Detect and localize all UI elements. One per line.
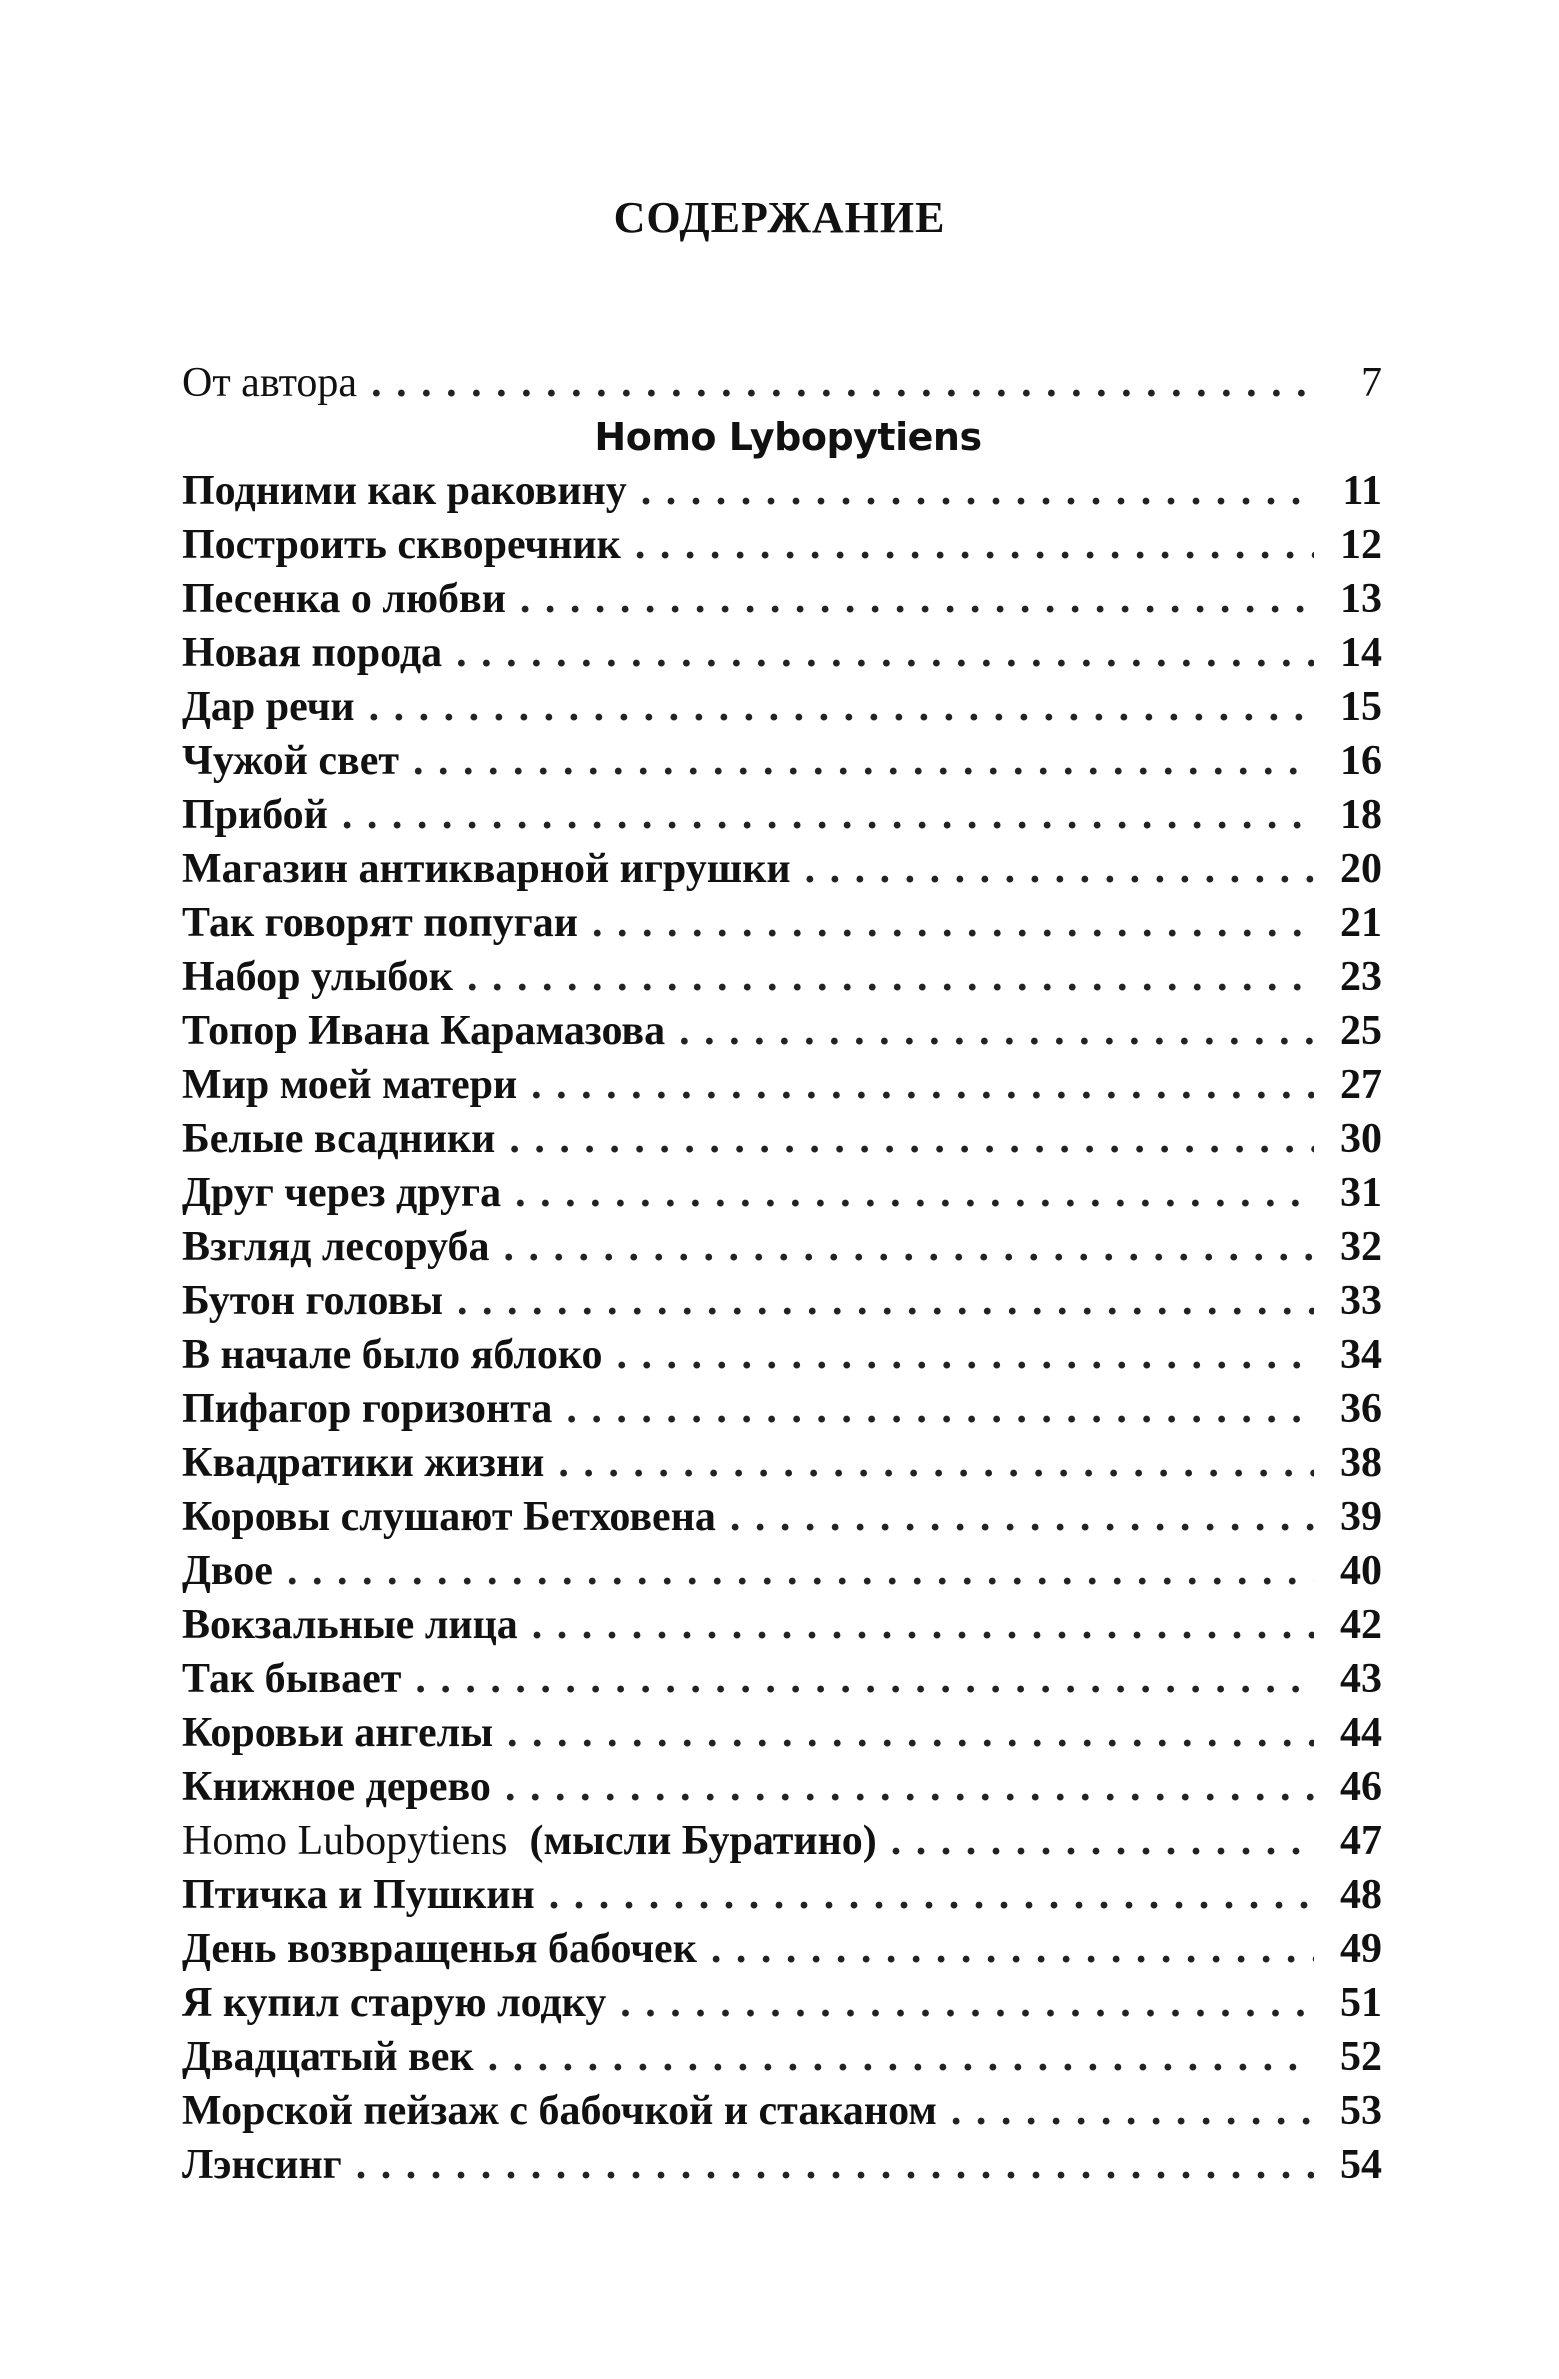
toc-entry-label: Так бывает xyxy=(182,1656,402,1702)
toc-leader-dots xyxy=(617,1328,1314,1382)
toc-entry-page: 23 xyxy=(1340,954,1382,1000)
toc-entry-label: Песенка о любви xyxy=(182,576,506,622)
toc-entry xyxy=(182,1922,1382,1976)
toc-entry-page: 53 xyxy=(1340,2088,1382,2134)
toc-leader-dots xyxy=(592,896,1314,950)
toc-entry xyxy=(182,1706,1382,1760)
toc-leader-dots xyxy=(505,1760,1314,1814)
toc-entry-page: 52 xyxy=(1340,2034,1382,2080)
toc-leader-dots xyxy=(488,2030,1314,2084)
toc-entry-label-latin: Homo Lubopytiens xyxy=(182,1818,508,1864)
toc-leader-dots xyxy=(641,464,1314,518)
toc-leader-dots xyxy=(805,842,1314,896)
toc-leader-dots xyxy=(620,1976,1314,2030)
toc-entry-label: Магазин антикварной игрушки xyxy=(182,846,791,892)
toc-entry-page: 30 xyxy=(1340,1116,1382,1162)
toc-entry-label: Прибой xyxy=(182,792,328,838)
toc-entry xyxy=(182,1166,1382,1220)
toc-leader-dots xyxy=(287,1544,1314,1598)
toc-entry xyxy=(182,2030,1382,2084)
toc-entry-label: Лэнсинг xyxy=(182,2142,342,2188)
toc-entry xyxy=(182,1760,1382,1814)
toc-entry-page: 39 xyxy=(1340,1494,1382,1540)
toc-leader-dots xyxy=(415,1652,1314,1706)
toc-leader-dots xyxy=(369,680,1314,734)
toc-entry xyxy=(182,572,1382,626)
toc-leader-dots xyxy=(730,1490,1314,1544)
toc-entry-intro xyxy=(182,356,1382,410)
toc-leader-dots xyxy=(515,1166,1314,1220)
toc-entry-label: От автора xyxy=(182,360,358,406)
toc-entry-label: Двадцатый век xyxy=(182,2034,474,2080)
toc-leader-dots xyxy=(507,1706,1314,1760)
toc-entry-label: Пифагор горизонта xyxy=(182,1386,553,1432)
toc-leader-dots xyxy=(356,2138,1314,2192)
toc-entry-page: 43 xyxy=(1340,1656,1382,1702)
toc-leader-dots xyxy=(891,1814,1314,1868)
toc-entry-page: 12 xyxy=(1340,522,1382,568)
toc-entry-page: 18 xyxy=(1340,792,1382,838)
toc-entry-label: Новая порода xyxy=(182,630,443,676)
toc-entry xyxy=(182,896,1382,950)
toc-leader-dots xyxy=(711,1922,1314,1976)
toc-entry-label: Подними как раковину xyxy=(182,468,627,514)
toc-entry-label: Построить скворечник xyxy=(182,522,621,568)
toc-entry-page: 14 xyxy=(1340,630,1382,676)
toc-entry xyxy=(182,1058,1382,1112)
table-of-contents xyxy=(182,356,1382,2192)
toc-entry xyxy=(182,1652,1382,1706)
toc-entry xyxy=(182,1274,1382,1328)
toc-entry xyxy=(182,2138,1382,2192)
toc-entry-page: 32 xyxy=(1340,1224,1382,1270)
toc-leader-dots xyxy=(413,734,1314,788)
toc-leader-dots xyxy=(509,1112,1314,1166)
toc-entry xyxy=(182,1220,1382,1274)
toc-entry-page: 54 xyxy=(1340,2142,1382,2188)
toc-entry-page: 31 xyxy=(1340,1170,1382,1216)
toc-entry-label: Чужой свет xyxy=(182,738,399,784)
toc-entry-label: Мир моей матери xyxy=(182,1062,518,1108)
toc-entry xyxy=(182,626,1382,680)
page-title: СОДЕРЖАНИЕ xyxy=(613,193,946,242)
toc-entry-label: Я купил старую лодку xyxy=(182,1980,607,2026)
toc-entry-page: 15 xyxy=(1340,684,1382,730)
toc-leader-dots xyxy=(467,950,1314,1004)
toc-entry-page: 13 xyxy=(1340,576,1382,622)
toc-entry xyxy=(182,1004,1382,1058)
toc-leader-dots xyxy=(532,1598,1314,1652)
toc-entry-label: Квадратики жизни xyxy=(182,1440,545,1486)
toc-entry-page: 36 xyxy=(1340,1386,1382,1432)
toc-entry xyxy=(182,1544,1382,1598)
toc-leader-dots xyxy=(503,1220,1314,1274)
toc-entry-label: Птичка и Пушкин xyxy=(182,1872,535,1918)
toc-entry-page: 25 xyxy=(1340,1008,1382,1054)
toc-entry-page: 42 xyxy=(1340,1602,1382,1648)
toc-leader-dots xyxy=(679,1004,1314,1058)
toc-entry-label: Набор улыбок xyxy=(182,954,453,1000)
toc-leader-dots xyxy=(342,788,1314,842)
toc-entry-page: 7 xyxy=(1361,360,1382,406)
toc-entry xyxy=(182,1112,1382,1166)
toc-entry-label: Бутон головы xyxy=(182,1278,443,1324)
toc-entry xyxy=(182,950,1382,1004)
toc-entry xyxy=(182,1436,1382,1490)
toc-entry-page: 40 xyxy=(1340,1548,1382,1594)
toc-entry-label: (мысли Буратино) xyxy=(529,1818,877,1864)
toc-entry-label: Друг через друга xyxy=(182,1170,502,1216)
toc-entry-label: Взгляд лесоруба xyxy=(182,1224,490,1270)
toc-entry xyxy=(182,464,1382,518)
toc-entry-page: 33 xyxy=(1340,1278,1382,1324)
toc-leader-dots xyxy=(520,572,1314,626)
toc-entry-page: 11 xyxy=(1342,468,1382,514)
toc-leader-dots xyxy=(558,1436,1314,1490)
toc-leader-dots xyxy=(456,626,1314,680)
toc-leader-dots xyxy=(457,1274,1314,1328)
toc-entry xyxy=(182,1598,1382,1652)
toc-entry-page: 38 xyxy=(1340,1440,1382,1486)
toc-leader-dots xyxy=(531,1058,1314,1112)
toc-entry xyxy=(182,842,1382,896)
toc-entry xyxy=(182,1382,1382,1436)
toc-entry-label: Так говорят попугаи xyxy=(182,900,578,946)
toc-entry-label: День возвращенья бабочек xyxy=(182,1926,697,1972)
toc-leader-dots xyxy=(549,1868,1314,1922)
toc-entry-page: 44 xyxy=(1340,1710,1382,1756)
toc-entry-page: 51 xyxy=(1340,1980,1382,2026)
toc-entry xyxy=(182,734,1382,788)
section-heading: Homo Lybopytiens xyxy=(594,415,982,459)
toc-leader-dots xyxy=(566,1382,1314,1436)
toc-entry-label: Белые всадники xyxy=(182,1116,496,1162)
toc-entry xyxy=(182,1814,1382,1868)
toc-entry xyxy=(182,1868,1382,1922)
toc-entry-label: Коровы слушают Бетховена xyxy=(182,1494,716,1540)
toc-entry-page: 48 xyxy=(1340,1872,1382,1918)
toc-entry-label: В начале было яблоко xyxy=(182,1332,603,1378)
toc-entry-label: Двое xyxy=(182,1548,273,1594)
toc-entry-page: 34 xyxy=(1340,1332,1382,1378)
toc-entry xyxy=(182,2084,1382,2138)
toc-entry xyxy=(182,518,1382,572)
toc-entry-label: Коровьи ангелы xyxy=(182,1710,493,1756)
toc-entry-page: 27 xyxy=(1340,1062,1382,1108)
toc-entry xyxy=(182,680,1382,734)
toc-entry xyxy=(182,1328,1382,1382)
toc-entry xyxy=(182,1976,1382,2030)
toc-entry-label: Топор Ивана Карамазова xyxy=(182,1008,666,1054)
toc-entry-page: 20 xyxy=(1340,846,1382,892)
toc-entry-page: 21 xyxy=(1340,900,1382,946)
toc-leader-dots xyxy=(951,2084,1314,2138)
toc-entry-page: 46 xyxy=(1340,1764,1382,1810)
toc-entry-page: 47 xyxy=(1340,1818,1382,1864)
toc-entry-label: Вокзальные лица xyxy=(182,1602,518,1648)
toc-leader-dots xyxy=(371,356,1314,410)
toc-entry xyxy=(182,1490,1382,1544)
toc-leader-dots xyxy=(635,518,1314,572)
toc-entry-page: 16 xyxy=(1340,738,1382,784)
toc-entry-label: Дар речи xyxy=(182,684,355,730)
toc-entry-label: Книжное дерево xyxy=(182,1764,491,1810)
toc-entry-label: Морской пейзаж с бабочкой и стаканом xyxy=(182,2088,937,2134)
toc-entry xyxy=(182,788,1382,842)
toc-entry-page: 49 xyxy=(1340,1926,1382,1972)
